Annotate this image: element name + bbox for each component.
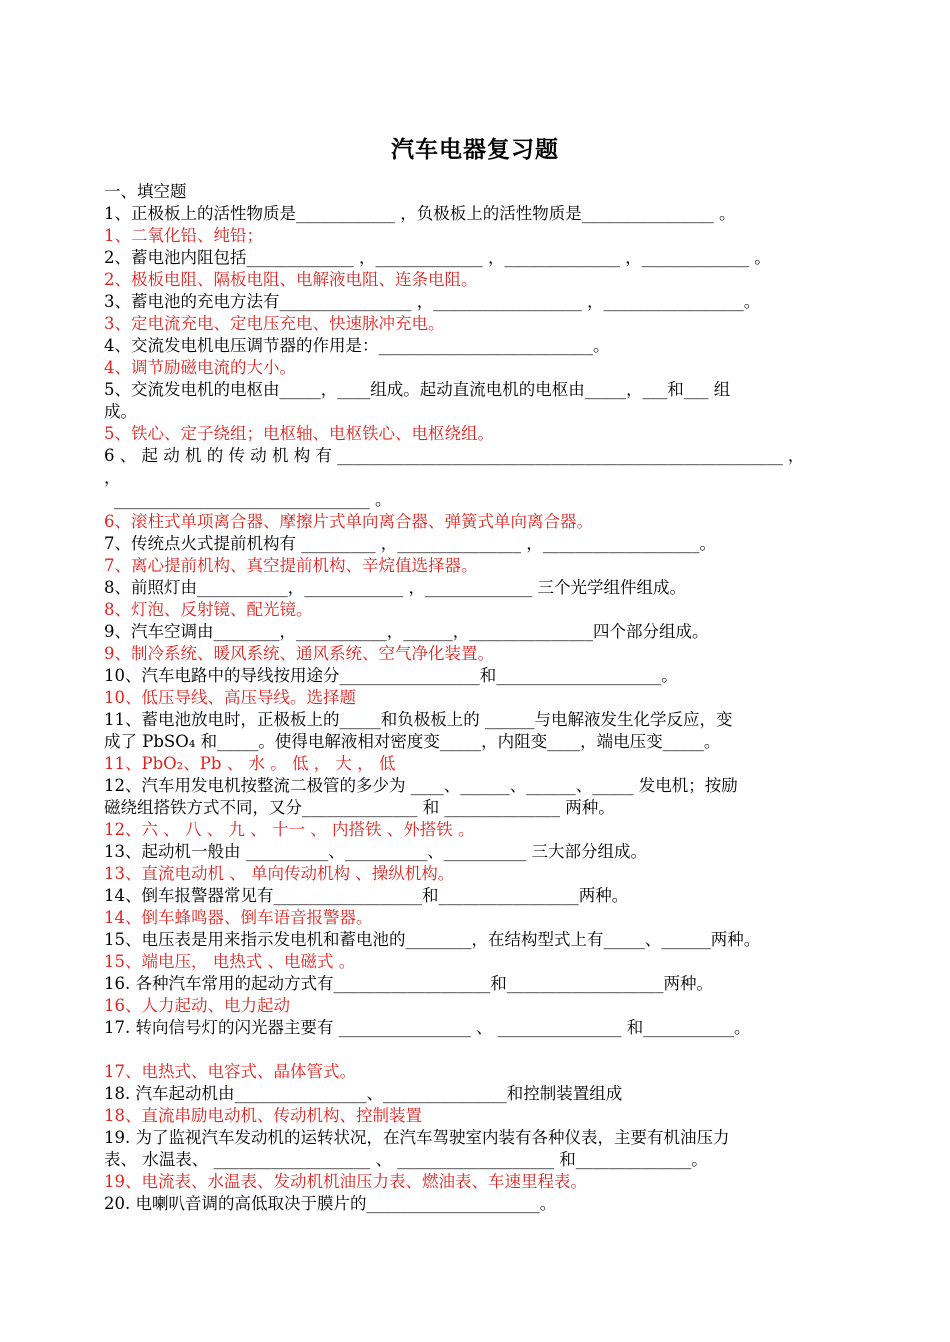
question-line: 11、蓄电池放电时，正极板上的_____和负极板上的 ______与电解液发生化学反应，变 bbox=[104, 710, 733, 729]
question-line: ， bbox=[104, 468, 121, 487]
answer-line: 6、滚柱式单项离合器、摩擦片式单向离合器、弹簧式单向离合器。 bbox=[104, 512, 593, 531]
question-line: 5、交流发电机的电枢由_____，____组成。起动直流电机的电枢由_____，___和___ 组 bbox=[104, 380, 731, 399]
question-line: 4、交流发电机电压调节器的作用是：__________________________。 bbox=[104, 336, 610, 355]
answer-line: 14、倒车蜂鸣器、倒车语音报警器。 bbox=[104, 908, 373, 927]
answer-line: 19、电流表、水温表、发动机机油压力表、燃油表、车速里程表。 bbox=[104, 1172, 587, 1191]
question-line: 2、蓄电池内阻包括_____________ ，_____________ ，______________ ，_____________ 。 bbox=[104, 248, 771, 267]
question-line: 1、正极板上的活性物质是____________ ，负极板上的活性物质是________________ 。 bbox=[104, 204, 736, 223]
answer-line: 15、端电压， 电热式 、电磁式 。 bbox=[104, 952, 356, 971]
question-line: 10、汽车电路中的导线按用途分_________________和____________________。 bbox=[104, 666, 678, 685]
question-line: 14、倒车报警器常见有__________________和_________________两种。 bbox=[104, 886, 629, 905]
answer-line: 1、二氧化铅、纯铅； bbox=[104, 226, 263, 245]
answer-line: 13、直流电动机 、 单向传动机构 、操纵机构。 bbox=[104, 864, 455, 883]
question-line: 8、前照灯由___________，____________ ，_____________ 三个光学组件组成。 bbox=[104, 578, 686, 597]
answer-line: 11、PbO₂、Pb 、 水 。 低 ， 大 ， 低 bbox=[104, 754, 396, 773]
question-line: 7、传统点火式提前机构有 _________ ，_______________ ，___________________。 bbox=[104, 534, 716, 553]
question-line: 15、电压表是用来指示发电机和蓄电池的________，在结构型式上有_____、______两种。 bbox=[104, 930, 761, 949]
question-line: 成了 PbSO₄ 和_____。使得电解液相对密度变_____，内阻变____，端电压变_____。 bbox=[104, 732, 721, 751]
page-title: 汽车电器复习题 bbox=[391, 136, 559, 163]
section-heading: 一、填空题 bbox=[104, 182, 187, 201]
answer-line: 16、人力起动、电力起动 bbox=[104, 996, 290, 1015]
question-line: 表、 水温表、 ___________________ 、 ___________________ 和______________。 bbox=[104, 1150, 708, 1169]
answer-line: 10、低压导线、高压导线。选择题 bbox=[104, 688, 356, 707]
question-line: _______________________________ 。 bbox=[114, 490, 392, 509]
question-line: 3、蓄电池的充电方法有________________ ，__________________ ，_________________。 bbox=[104, 292, 761, 311]
question-line: 20. 电喇叭音调的高低取决于膜片的_____________________。 bbox=[104, 1194, 557, 1213]
answer-line: 9、制冷系统、暖风系统、通风系统、空气净化装置。 bbox=[104, 644, 494, 663]
question-line: 13、起动机一般由 __________、__________、__________ 三大部分组成。 bbox=[104, 842, 647, 861]
question-line: 19. 为了监视汽车发动机的运转状况，在汽车驾驶室内装有各种仪表，主要有机油压力 bbox=[104, 1128, 730, 1147]
question-line: 9、汽车空调由________，___________，______，_______________四个部分组成。 bbox=[104, 622, 709, 641]
answer-line: 3、定电流充电、定电压充电、快速脉冲充电。 bbox=[104, 314, 445, 333]
answer-line: 18、直流串励电动机、传动机构、控制装置 bbox=[104, 1106, 422, 1125]
question-line: 成。 bbox=[104, 402, 137, 421]
answer-line: 2、极板电阻、隔板电阻、电解液电阻、连条电阻。 bbox=[104, 270, 478, 289]
answer-line: 4、调节励磁电流的大小。 bbox=[104, 358, 296, 377]
question-line: 18. 汽车起动机由________________、_______________和控制装置组成 bbox=[104, 1084, 623, 1103]
answer-line: 8、灯泡、反射镜、配光镜。 bbox=[104, 600, 313, 619]
question-line: 17. 转向信号灯的闪光器主要有 ________________ 、 _______________ 和___________。 bbox=[104, 1018, 751, 1037]
answer-line: 17、电热式、电容式、晶体管式。 bbox=[104, 1062, 356, 1081]
answer-line: 12、六 、 八 、 九 、 十一 、 内搭铁 、外搭铁 。 bbox=[104, 820, 475, 839]
question-line: 16. 各种汽车常用的起动方式有___________________和___________________两种。 bbox=[104, 974, 713, 993]
answer-line: 7、离心提前机构、真空提前机构、辛烷值选择器。 bbox=[104, 556, 478, 575]
question-line: 12、汽车用发电机按整流二极管的多少为 ____、______、______、_____ 发电机；按励 bbox=[104, 776, 738, 795]
answer-line: 5、铁心、定子绕组；电枢轴、电枢铁心、电枢绕组。 bbox=[104, 424, 494, 443]
question-line: 磁绕组搭铁方式不同，又分______________ 和 ______________ 两种。 bbox=[104, 798, 615, 817]
question-line: 6 、 起 动 机 的 传 动 机 构 有 ______________________________________________________ ， bbox=[104, 446, 805, 465]
